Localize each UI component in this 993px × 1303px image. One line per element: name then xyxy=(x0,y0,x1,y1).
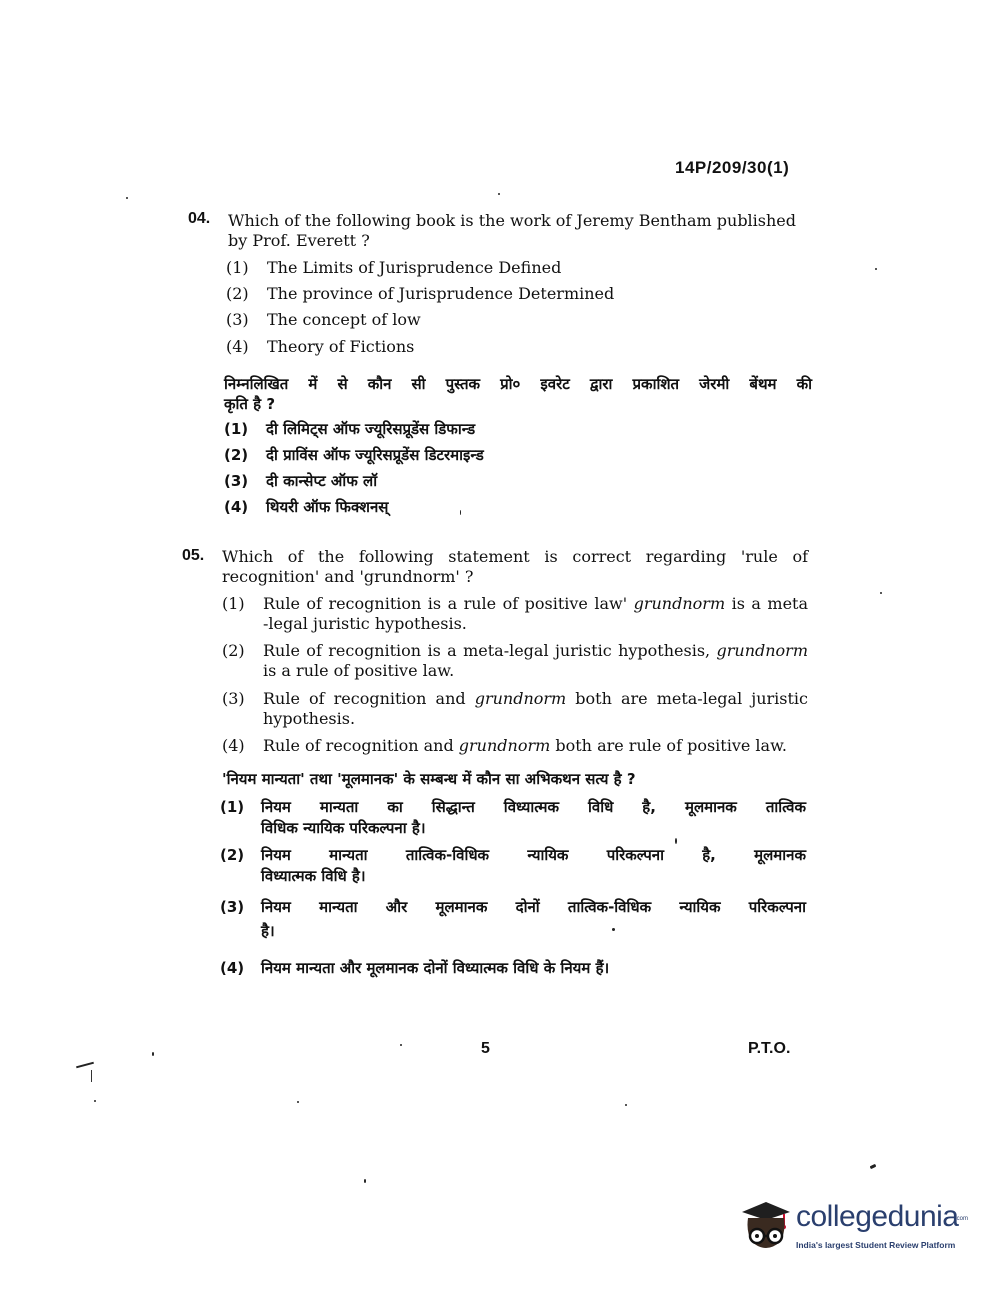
option-text: The province of Jurisprudence Determined xyxy=(267,284,615,303)
option-number: (1) xyxy=(220,798,245,816)
option-text: Theory of Fictions xyxy=(267,337,415,356)
scan-speck xyxy=(880,592,882,594)
option-hi-4 xyxy=(224,497,674,517)
question-number: 04. xyxy=(188,210,211,227)
option-text: दी लिमिट्स ऑफ ज्यूरिसप्रूडेंस डिफान्ड xyxy=(266,420,476,438)
option-text-line1: नियम मान्यता और मूलमानक दोनों तात्विक-विधिक न्यायिक परिकल्पना xyxy=(261,898,806,916)
option-number: (3) xyxy=(222,689,245,708)
option-number: (2) xyxy=(224,446,249,464)
scan-speck xyxy=(625,1104,627,1106)
option-text-line1: नियम मान्यता का सिद्धान्त विध्यात्मक विधि है, मूलमानक तात्विक xyxy=(261,798,806,816)
question-text-en-line1: Which of the following book is the work of Jeremy Bentham published xyxy=(228,211,797,230)
option-number: (3) xyxy=(224,472,249,490)
scan-speck xyxy=(94,1100,96,1102)
option-number: (3) xyxy=(220,898,245,916)
scan-speck xyxy=(364,1179,366,1183)
option-text-line1: Rule of recognition and grundnorm both are meta-legal juristic xyxy=(263,689,809,708)
page-number: 5 xyxy=(481,1040,490,1057)
option-text: थियरी ऑफ फिक्शनस् xyxy=(266,498,389,516)
brand-tagline: India's largest Student Review Platform xyxy=(796,1240,956,1250)
question-text-hi-line2: कृति है ? xyxy=(224,395,276,413)
option-text: दी प्राविंस ऑफ ज्यूरिसप्रूडेंस डिटरमाइन्ड xyxy=(266,446,484,464)
option-text-line1: Rule of recognition and grundnorm both are rule of positive law. xyxy=(263,736,787,755)
option-hi-1 xyxy=(220,797,812,839)
question-text-en-line1: Which of the following statement is correct regarding 'rule of xyxy=(222,547,808,566)
option-en-1 xyxy=(222,594,812,634)
option-text-line1: नियम मान्यता और मूलमानक दोनों विध्यात्मक विधि के नियम हैं। xyxy=(261,959,610,977)
scan-speck xyxy=(875,268,877,270)
option-number: (4) xyxy=(222,736,245,755)
question-number: 05. xyxy=(182,547,205,564)
scan-speck xyxy=(400,1044,402,1046)
paper-code: 14P/209/30(1) xyxy=(675,158,790,177)
question-text-en-line2: by Prof. Everett ? xyxy=(228,231,370,250)
option-text-line2: विध्यात्मक विधि है। xyxy=(261,867,366,885)
option-en-3 xyxy=(222,689,812,729)
scan-speck xyxy=(126,197,128,199)
option-text-line2: -legal juristic hypothesis. xyxy=(263,614,467,633)
option-number: (2) xyxy=(220,846,245,864)
option-text-line1: नियम मान्यता तात्विक-विधिक न्यायिक परिकल्पना है, मूलमानक xyxy=(261,846,806,864)
option-number: (1) xyxy=(224,420,249,438)
option-number: (2) xyxy=(226,284,249,303)
brand-name: collegedunia xyxy=(796,1200,959,1233)
option-text: The concept of low xyxy=(267,310,421,329)
option-number: (4) xyxy=(224,498,249,516)
scan-speck xyxy=(152,1052,154,1056)
option-number: (4) xyxy=(226,337,249,356)
option-number: (1) xyxy=(222,594,245,613)
option-number: (1) xyxy=(226,258,249,277)
option-text-line2: is a rule of positive law. xyxy=(263,661,455,680)
option-en-3 xyxy=(226,310,726,329)
option-text-line2: विधिक न्यायिक परिकल्पना है। xyxy=(261,819,426,837)
scan-mark xyxy=(91,1070,92,1082)
option-en-2 xyxy=(222,641,812,681)
option-text: The Limits of Jurisprudence Defined xyxy=(267,258,562,277)
scan-speck xyxy=(460,510,461,515)
option-hi-2 xyxy=(220,845,812,887)
option-text: दी कान्सेप्ट ऑफ लॉ xyxy=(266,472,378,490)
scan-speck xyxy=(675,838,677,844)
question-text-hi-line1: निम्नलिखित में से कौन सी पुस्तक प्रो० इवरेट द्वारा प्रकाशित जेरमी बेंथम की xyxy=(224,375,812,393)
scan-speck xyxy=(498,193,500,195)
collegedunia-watermark xyxy=(738,1198,968,1262)
scan-mark xyxy=(76,1062,94,1069)
option-hi-4 xyxy=(220,958,812,978)
option-en-4 xyxy=(226,337,726,356)
scan-speck xyxy=(297,1101,299,1103)
option-hi-1 xyxy=(224,419,674,439)
option-number: (2) xyxy=(222,641,245,660)
option-number: (3) xyxy=(226,310,249,329)
pto-label: P.T.O. xyxy=(748,1040,791,1057)
option-text-line1: Rule of recognition is a rule of positive law' grundnorm is a meta xyxy=(263,594,809,613)
mascot-icon xyxy=(738,1198,794,1258)
option-text-line2: hypothesis. xyxy=(263,709,356,728)
brand-suffix: .com xyxy=(955,1216,969,1222)
question-text-hi: 'नियम मान्यता' तथा 'मूलमानक' के सम्बन्ध में कौन सा अभिकथन सत्य है ? xyxy=(222,770,636,788)
question-text-en-line2: recognition' and 'grundnorm' ? xyxy=(222,567,474,586)
option-text-line1: Rule of recognition is a meta-legal juristic hypothesis, grundnorm xyxy=(263,641,808,660)
option-en-2 xyxy=(226,284,726,303)
option-hi-3 xyxy=(220,897,812,941)
option-en-4 xyxy=(222,736,812,756)
option-hi-3 xyxy=(224,471,674,491)
option-text-line2: है। xyxy=(261,922,275,940)
scan-speck xyxy=(870,1164,877,1169)
option-en-1 xyxy=(226,258,726,277)
option-hi-2 xyxy=(224,445,674,465)
scan-speck xyxy=(612,928,615,931)
option-number: (4) xyxy=(220,959,245,977)
